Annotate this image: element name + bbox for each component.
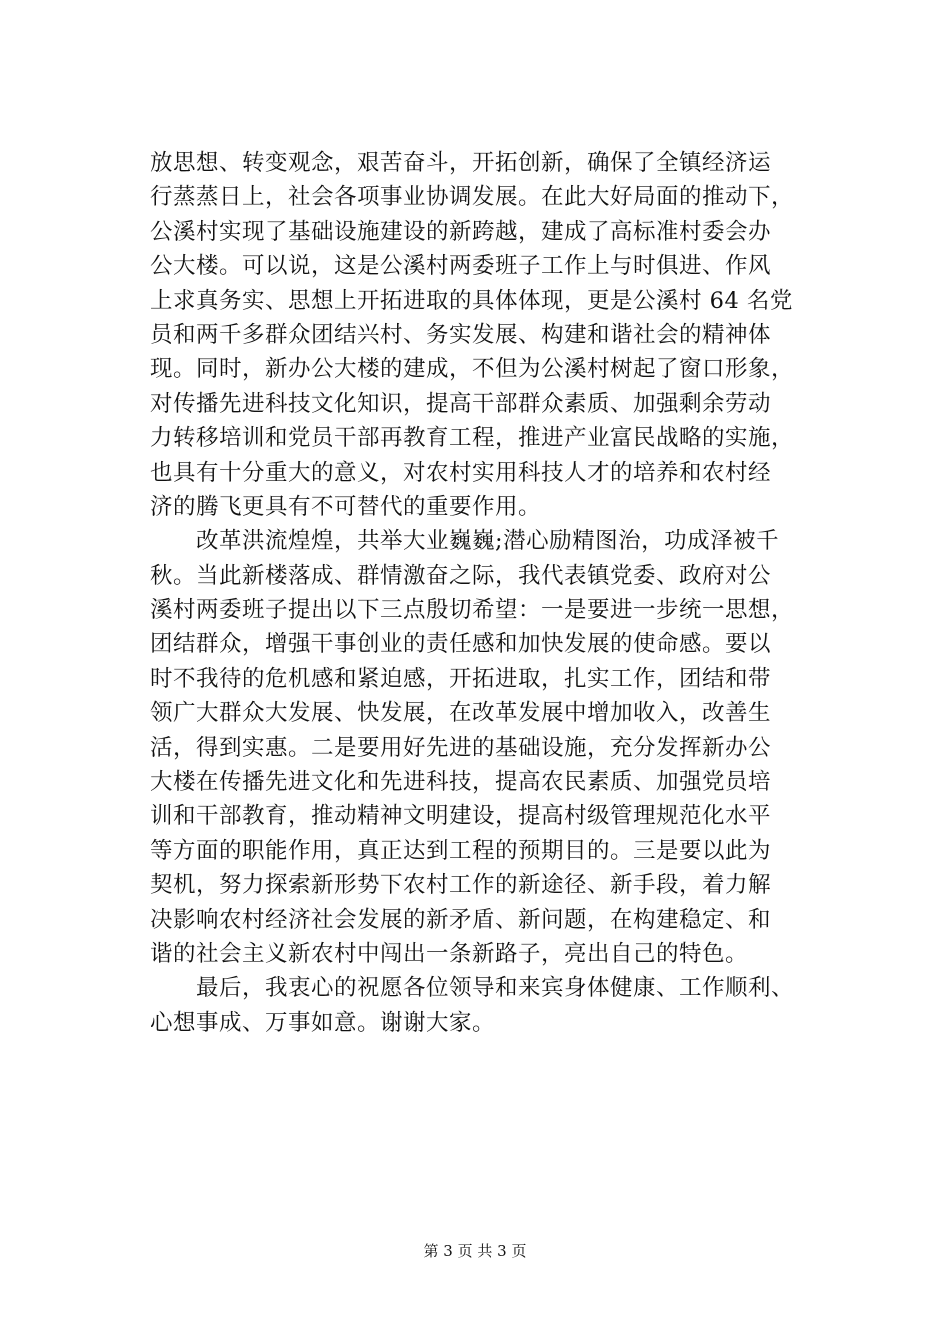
text-line: 时不我待的危机感和紧迫感，开拓进取，扎实工作，团结和带 [150,665,772,692]
text-line: 训和干部教育，推动精神文明建设，提高村级管理规范化水平 [150,803,772,830]
text-line: 放思想、转变观念，艰苦奋斗，开拓创新，确保了全镇经济运 [150,150,772,176]
text-line: 员和两千多群众团结兴村、务实发展、构建和谐社会的精神体 [150,321,772,348]
text-line: 对传播先进科技文化知识，提高干部群众素质、加强剩余劳动 [150,390,772,417]
text-line: 最后，我衷心的祝愿各位领导和来宾身体健康、工作顺利、 [150,975,795,1002]
document-body [150,146,860,1040]
text-line: 改革洪流煌煌，共举大业巍巍;潜心励精图治，功成泽被千 [150,528,780,555]
text-line: 领广大群众大发展、快发展，在改革发展中增加收入，改善生 [150,700,772,727]
page-footer: 第 3 页 共 3 页 [423,1242,527,1260]
text-line: 溪村两委班子提出以下三点殷切希望：一是要进一步统一思想， [150,597,795,624]
text-line: 力转移培训和党员干部再教育工程，推进产业富民战略的实施， [150,425,795,452]
text-line: 契机，努力探索新形势下农村工作的新途径、新手段，着力解 [150,872,772,899]
text-line: 大楼在传播先进文化和先进科技，提高农民素质、加强党员培 [150,769,772,796]
text-line: 决影响农村经济社会发展的新矛盾、新问题，在构建稳定、和 [150,906,772,933]
text-line: 等方面的职能作用，真正达到工程的预期目的。三是要以此为 [150,837,772,864]
text-line: 公溪村实现了基础设施建设的新跨越，建成了高标准村委会办 [150,218,772,245]
text-line: 秋。当此新楼落成、群情激奋之际，我代表镇党委、政府对公 [150,562,772,589]
text-line: 行蒸蒸日上，社会各项事业协调发展。在此大好局面的推动下， [150,184,795,211]
text-line: 公大楼。可以说，这是公溪村两委班子工作上与时俱进、作风 [150,253,772,280]
text-line: 济的腾飞更具有不可替代的重要作用。 [150,493,542,520]
text-line: 活，得到实惠。二是要用好先进的基础设施，充分发挥新办公 [150,734,772,761]
text-line: 上求真务实、思想上开拓进取的具体体现，更是公溪村 64 名党 [150,287,793,314]
text-line: 心想事成、万事如意。谢谢大家。 [150,1009,496,1036]
text-line: 也具有十分重大的意义，对农村实用科技人才的培养和农村经 [150,459,772,486]
text-line: 谐的社会主义新农村中闯出一条新路子，亮出自己的特色。 [150,940,749,967]
text-line: 团结群众，增强干事创业的责任感和加快发展的使命感。要以 [150,631,772,658]
text-line: 现。同时，新办公大楼的建成，不但为公溪村树起了窗口形象， [150,356,795,383]
